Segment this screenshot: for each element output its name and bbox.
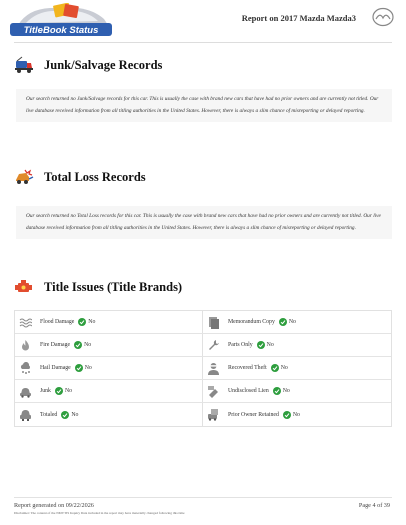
- issue-status: No: [88, 319, 96, 325]
- footer-divider: [14, 497, 392, 498]
- issue-label: Fire Damage: [40, 342, 71, 348]
- page-number: Page 4 of 39: [358, 502, 390, 509]
- wrench-icon: [207, 339, 220, 352]
- issue-label: Memorandum Copy: [228, 319, 275, 325]
- title-issue-junk: [15, 380, 203, 402]
- mazda-logo-icon: [372, 6, 394, 28]
- owner-retained-icon: [207, 408, 220, 421]
- check-icon: [283, 411, 291, 419]
- total-loss-note: Our search returned no Total Loss records for this car. This is usually the case with brand new cars that have had no prior owners and are currently not titled. Our live database received information from all titling authorities in the United States. However, there is always a slim chance of misreporting or delayed reporting.: [16, 206, 392, 239]
- issue-status: No: [292, 411, 300, 418]
- title-issue-undisclosed-lien: [203, 380, 391, 402]
- junk-car-icon: [19, 385, 32, 398]
- lien-icon: [207, 385, 220, 398]
- title-issue-prior-owner-retained: [203, 403, 391, 426]
- issue-status: No: [71, 411, 79, 418]
- junk-salvage-note: Our search returned no Junk/Salvage records for this car. This is usually the case with brand new cars that have had no prior owners and are currently not titled. Our live database received information from all titling authorities in the United States. However, there is always a slim chance of misreporting or delayed reporting.: [16, 89, 392, 122]
- issue-status: No: [282, 388, 290, 394]
- issue-label: Undisclosed Lien: [228, 388, 269, 394]
- section-total-loss: [14, 167, 146, 187]
- thief-icon: [207, 362, 220, 375]
- issue-status: No: [64, 388, 73, 394]
- title-issue-parts-only: [203, 334, 391, 356]
- issue-label: Prior Owner Retained: [228, 411, 279, 418]
- issue-status: No: [280, 365, 288, 371]
- issue-status: No: [84, 342, 92, 348]
- check-icon: [273, 387, 281, 395]
- section-junk-salvage: [14, 55, 162, 75]
- issue-status: No: [288, 319, 296, 325]
- crash-car-icon: [14, 167, 34, 187]
- section-title: Total Loss Records: [44, 169, 146, 184]
- check-icon: [55, 387, 63, 395]
- title-issue-totaled: [15, 403, 203, 426]
- issue-label: Junk: [40, 388, 51, 394]
- page-header: [0, 0, 406, 45]
- report-title: Report on 2017 Mazda Mazda3: [241, 13, 356, 23]
- issue-label: Recovered Theft: [228, 365, 267, 371]
- hail-cloud-icon: [19, 362, 32, 375]
- check-icon: [279, 318, 287, 326]
- issue-status: No: [84, 365, 92, 371]
- footer-disclaimer: Disclaimer: The content of the NMVTIS Inquiry Data included in the report may have materially changed following this time: [14, 511, 185, 515]
- check-icon: [75, 364, 83, 372]
- logo-text: TitleBook Status: [23, 25, 99, 36]
- titlebook-status-logo: [8, 3, 114, 39]
- issue-label: Flood Damage: [40, 319, 75, 325]
- header-divider: [14, 42, 392, 43]
- check-icon: [271, 364, 279, 372]
- issue-status: No: [266, 342, 274, 348]
- tow-truck-icon: [14, 55, 34, 75]
- check-icon: [257, 341, 265, 349]
- table-row: [15, 357, 391, 380]
- totaled-car-icon: [19, 408, 32, 421]
- title-issue-memorandum-copy: [203, 311, 391, 333]
- table-row: [15, 403, 391, 426]
- title-issue-recovered-theft: [203, 357, 391, 379]
- title-issue-fire-damage: [15, 334, 203, 356]
- section-title: Title Issues (Title Brands): [44, 279, 183, 294]
- title-issue-hail-damage: [15, 357, 203, 379]
- section-title-issues: [14, 277, 182, 297]
- issue-label: Totaled: [40, 411, 58, 418]
- engine-warning-icon: [14, 277, 34, 297]
- check-icon: [61, 411, 69, 419]
- flood-icon: [19, 316, 32, 329]
- table-row: [15, 311, 391, 334]
- title-issues-table: [14, 310, 392, 427]
- table-row: [15, 334, 391, 357]
- check-icon: [78, 318, 86, 326]
- title-issue-flood-damage: [15, 311, 203, 333]
- check-icon: [74, 341, 82, 349]
- report-generated-date: Report generated on 09/22/2026: [14, 502, 94, 509]
- document-copy-icon: [207, 316, 220, 329]
- issue-label: Parts Only: [228, 342, 253, 348]
- table-row: [15, 380, 391, 403]
- section-title: Junk/Salvage Records: [44, 57, 163, 72]
- issue-label: Hail Damage: [40, 365, 71, 371]
- fire-icon: [19, 339, 32, 352]
